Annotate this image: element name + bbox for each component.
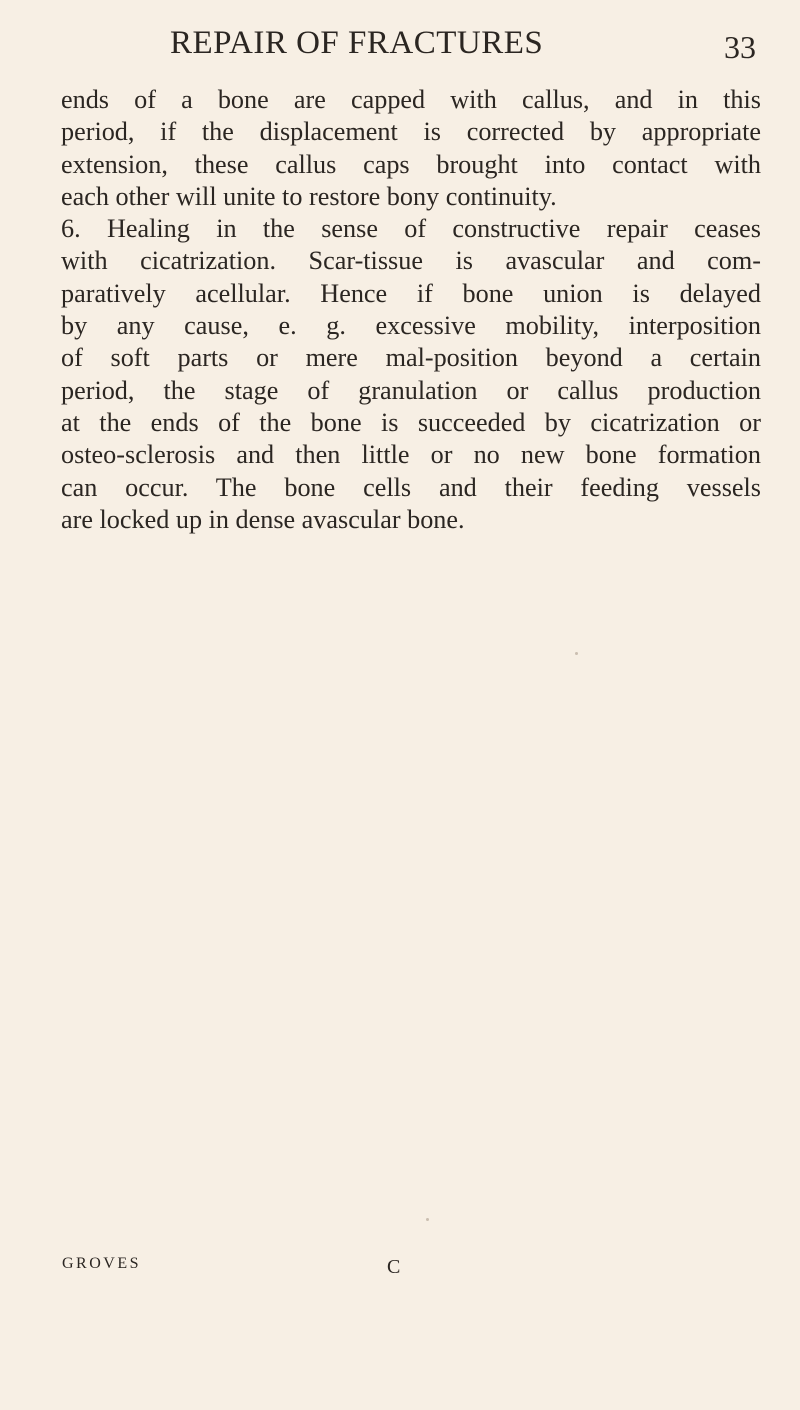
text-line: at the ends of the bone is succeeded by cicatrization or — [61, 407, 761, 437]
text-line: period, the stage of granulation or callus production — [61, 375, 761, 405]
page-number: 33 — [724, 29, 756, 65]
text-line: are locked up in dense avascular bone. — [61, 504, 465, 534]
body-text — [61, 84, 761, 536]
text-line: with cicatrization. Scar-tissue is avascular and com- — [61, 246, 761, 276]
text-line: ends of a bone are capped with callus, and in this — [61, 85, 761, 114]
text-line: can occur. The bone cells and their feeding vessels — [61, 472, 761, 502]
paragraph-start-line: 6. Healing in the sense of constructive repair ceases — [61, 214, 761, 244]
text-line: of soft parts or mere mal-position beyond a certain — [61, 343, 761, 373]
text-line: paratively acellular. Hence if bone union is delayed — [61, 278, 761, 308]
text-line: by any cause, e. g. excessive mobility, interposition — [61, 311, 761, 341]
text-line: each other will unite to restore bony continuity. — [61, 181, 557, 211]
paper-speck — [575, 652, 578, 655]
running-head: REPAIR OF FRACTURES — [170, 25, 544, 61]
text-line: osteo-sclerosis and then little or no new bone formation — [61, 440, 761, 470]
text-line: period, if the displacement is corrected by appropriate — [61, 117, 761, 147]
signature-letter: C — [387, 1256, 401, 1278]
paper-speck — [426, 1218, 429, 1221]
text-line: extension, these callus caps brought into contact with — [61, 149, 761, 179]
signature-mark: GROVES — [62, 1255, 142, 1272]
